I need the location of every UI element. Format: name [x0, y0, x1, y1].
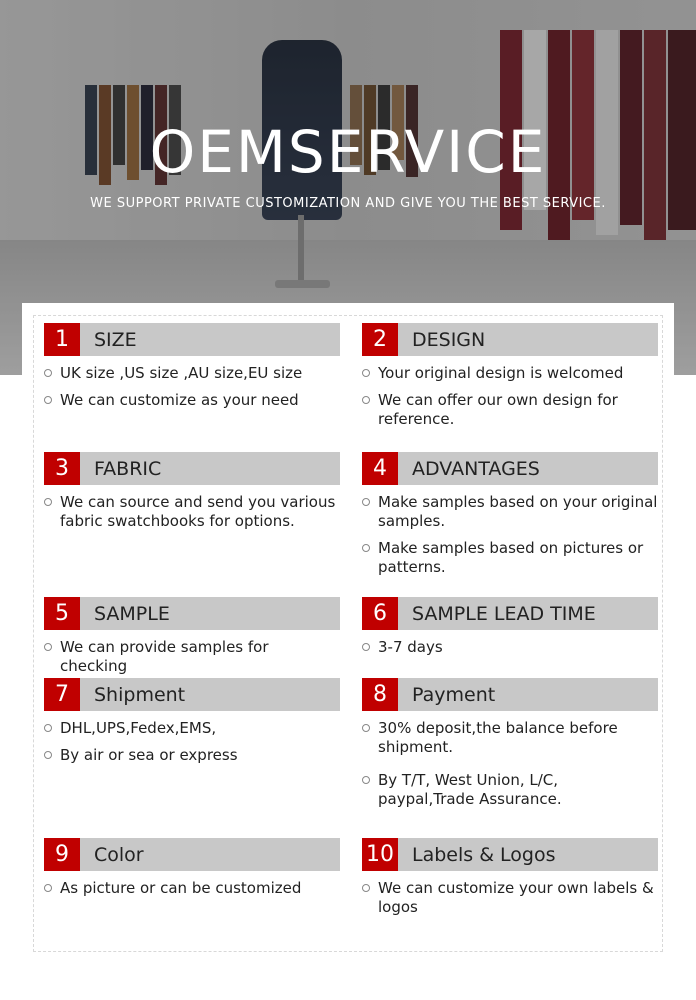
bullet-circle-icon — [362, 643, 370, 651]
hero-subtitle: WE SUPPORT PRIVATE CUSTOMIZATION AND GIVE YOU THE BEST SERVICE. — [90, 196, 606, 211]
section-header — [362, 597, 658, 630]
section-header — [44, 452, 340, 485]
bullet-circle-icon — [362, 544, 370, 552]
section-fabric — [44, 452, 340, 539]
bullet-circle-icon — [44, 369, 52, 377]
bullet-circle-icon — [362, 776, 370, 784]
hero-title: OEMSERVICE — [149, 118, 547, 186]
section-sample-lead-time — [362, 597, 658, 665]
section-header — [362, 678, 658, 711]
list-item: Make samples based on your original samples. — [362, 493, 658, 531]
list-item: Your original design is welcomed — [362, 364, 658, 383]
section-title: Shipment — [94, 683, 186, 706]
list-item: Make samples based on pictures or patterns. — [362, 539, 658, 577]
list-item: We can provide samples for checking — [44, 638, 340, 676]
list-item: We can customize your own labels & logos — [362, 879, 658, 917]
section-title: Payment — [412, 683, 496, 706]
section-header — [362, 838, 658, 871]
list-item: By T/T, West Union, L/C, paypal,Trade Assurance. — [362, 771, 658, 809]
section-header — [362, 323, 658, 356]
section-design — [362, 323, 658, 437]
section-color — [44, 838, 340, 906]
section-header — [44, 678, 340, 711]
section-payment — [362, 678, 658, 817]
section-title: SAMPLE LEAD TIME — [412, 602, 596, 625]
section-title: FABRIC — [94, 457, 162, 480]
bullet-circle-icon — [362, 369, 370, 377]
section-title: SAMPLE — [94, 602, 170, 625]
section-number: 9 — [44, 838, 80, 871]
section-advantages — [362, 452, 658, 585]
section-title: DESIGN — [412, 328, 486, 351]
list-item: We can offer our own design for reference. — [362, 391, 658, 429]
section-number: 10 — [362, 838, 398, 871]
section-number: 6 — [362, 597, 398, 630]
section-title: SIZE — [94, 328, 137, 351]
section-title: ADVANTAGES — [412, 457, 540, 480]
bullet-circle-icon — [44, 751, 52, 759]
section-number: 2 — [362, 323, 398, 356]
list-item: DHL,UPS,Fedex,EMS, — [44, 719, 340, 738]
bullet-circle-icon — [44, 396, 52, 404]
section-number: 8 — [362, 678, 398, 711]
list-item: We can customize as your need — [44, 391, 340, 410]
section-title: Color — [94, 843, 144, 866]
section-shipment — [44, 678, 340, 773]
section-number: 5 — [44, 597, 80, 630]
bullet-circle-icon — [44, 643, 52, 651]
section-labels-logos — [362, 838, 658, 925]
section-header — [362, 452, 658, 485]
section-number: 4 — [362, 452, 398, 485]
list-item: 30% deposit,the balance before shipment. — [362, 719, 658, 757]
bullet-circle-icon — [362, 724, 370, 732]
section-number: 7 — [44, 678, 80, 711]
bullet-circle-icon — [44, 724, 52, 732]
section-sample — [44, 597, 340, 684]
section-header — [44, 838, 340, 871]
section-number: 3 — [44, 452, 80, 485]
list-item: As picture or can be customized — [44, 879, 340, 898]
bullet-circle-icon — [44, 884, 52, 892]
section-header — [44, 323, 340, 356]
list-item: We can source and send you various fabric swatchbooks for options. — [44, 493, 340, 531]
bullet-circle-icon — [362, 498, 370, 506]
bullet-circle-icon — [44, 498, 52, 506]
section-header — [44, 597, 340, 630]
section-title: Labels & Logos — [412, 843, 556, 866]
list-item: 3-7 days — [362, 638, 658, 657]
list-item: UK size ,US size ,AU size,EU size — [44, 364, 340, 383]
bullet-circle-icon — [362, 884, 370, 892]
bullet-circle-icon — [362, 396, 370, 404]
section-size — [44, 323, 340, 418]
section-number: 1 — [44, 323, 80, 356]
list-item: By air or sea or express — [44, 746, 340, 765]
